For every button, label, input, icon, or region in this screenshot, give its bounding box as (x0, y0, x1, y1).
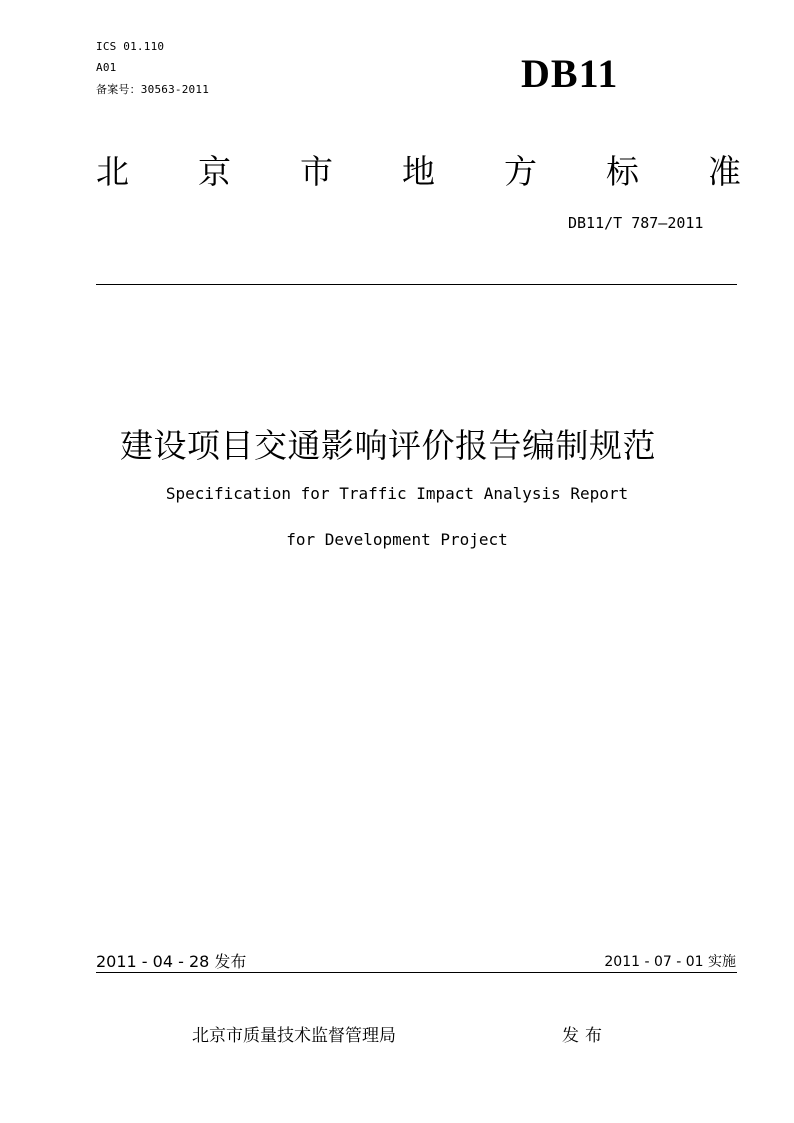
document-title-english-line1: Specification for Traffic Impact Analysis Report (165, 484, 629, 503)
document-title-chinese: 建设项目交通影响评价报告编制规范 (120, 426, 656, 465)
ics-code: ICS 01.110 (96, 40, 165, 53)
category-code: A01 (96, 61, 117, 74)
record-number: 备案号：30563-2011 (96, 83, 210, 96)
bottom-divider (96, 972, 737, 973)
issue-date: 2011 - 04 - 28 发布 (96, 952, 247, 971)
top-divider (96, 284, 737, 285)
document-title-english-line2: for Development Project (286, 530, 508, 549)
standard-type-char: 地 (402, 152, 435, 191)
issuing-authority: 北京市质量技术监督管理局 (192, 1026, 396, 1046)
standard-type-char: 准 (708, 152, 741, 191)
standard-type-char: 市 (300, 152, 333, 191)
implementation-date: 2011 - 07 - 01 实施 (604, 954, 736, 970)
standard-type-heading (96, 150, 741, 194)
standard-type-char: 方 (504, 152, 537, 191)
standard-type-char: 京 (198, 152, 231, 191)
standard-type-char: 北 (96, 152, 129, 191)
publish-label: 发布 (562, 1026, 608, 1046)
standard-code-logo: DB11 (521, 51, 619, 96)
standard-type-char: 标 (606, 152, 639, 191)
standard-number: DB11/T 787—2011 (568, 214, 704, 232)
